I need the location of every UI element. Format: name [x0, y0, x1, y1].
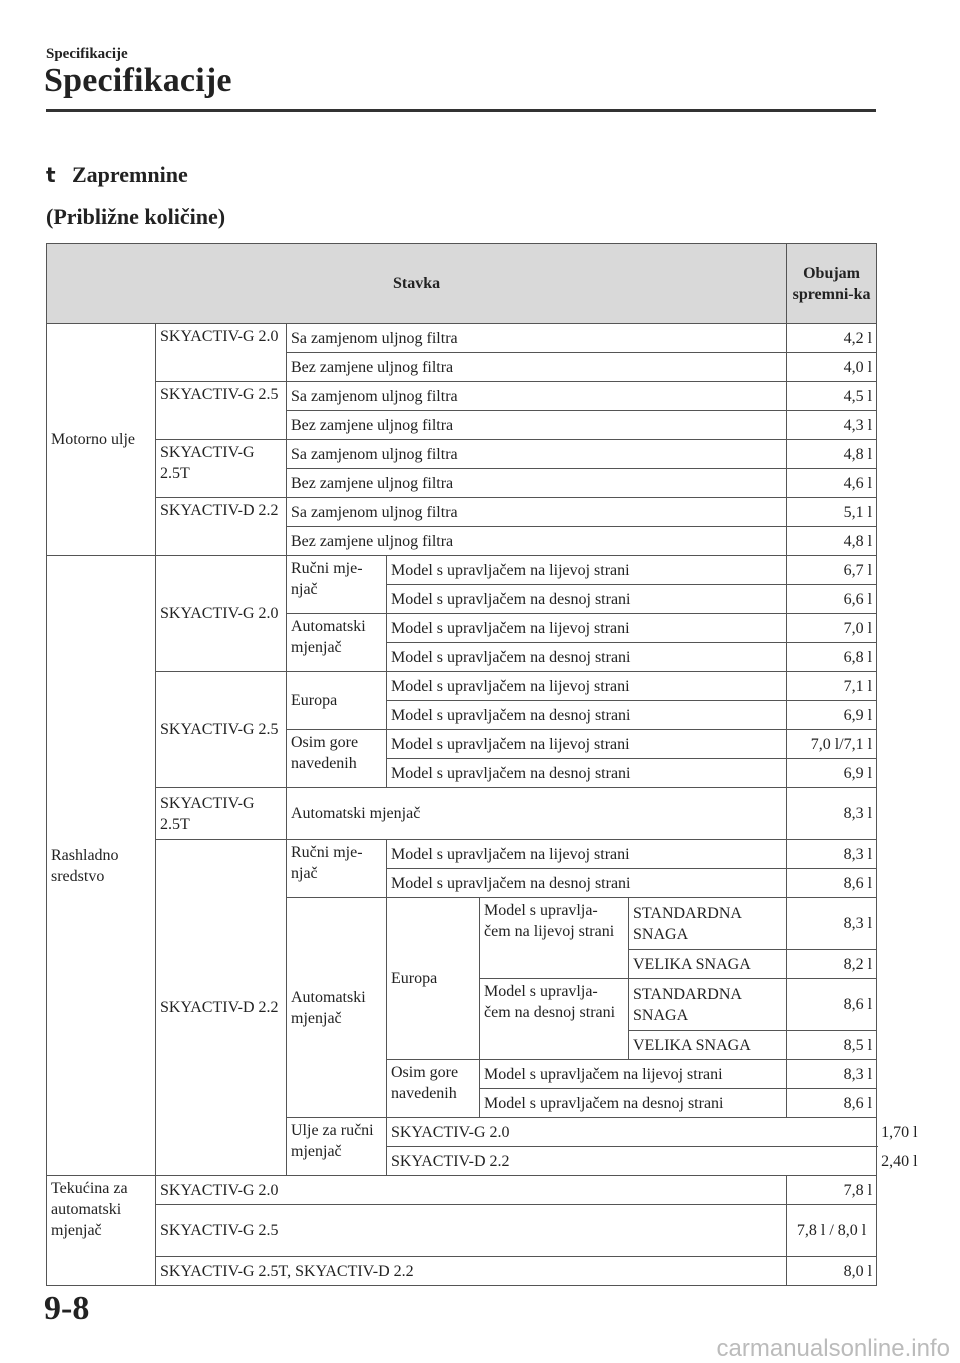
cell-volume: 8,5 l [787, 1031, 877, 1060]
cell-market: Europa [287, 672, 387, 730]
watermark: carmanualsonline.info [716, 1335, 950, 1362]
cell-volume: 8,0 l [787, 1257, 877, 1286]
cell-desc: Model s upravljačem na lijevoj strani [387, 556, 787, 585]
cell-volume: 8,6 l [787, 1089, 877, 1118]
cell-volume: 4,2 l [787, 324, 877, 353]
table-row: Ulje za ručni mjenjač SKYACTIV-G 2.0 1,70 l [47, 1118, 877, 1147]
table-row [47, 672, 877, 701]
cell-desc: Sa zamjenom uljnog filtra [287, 324, 787, 353]
cell-power: STANDARDNA SNAGA [629, 898, 787, 950]
header-volume: Obujam spremni-ka [787, 244, 877, 324]
cell-desc: Bez zamjene uljnog filtra [287, 469, 787, 498]
cell-desc: Model s upravljačem na lijevoj strani [480, 1060, 787, 1089]
table-row [47, 382, 877, 411]
capacity-table [46, 243, 918, 1286]
cell-desc: SKYACTIV-G 2.0 [387, 1118, 877, 1147]
table-row [47, 1257, 877, 1286]
cell-engine: SKYACTIV-G 2.0 [156, 324, 287, 382]
cell-transmission: Ručni mje-njač [287, 556, 387, 614]
cell-transmission: Automatski mjenjač [287, 898, 387, 1118]
cell-desc: Bez zamjene uljnog filtra [287, 527, 787, 556]
cell-transmission: Automatski mjenjač [287, 614, 387, 672]
cell-volume: 7,8 l [787, 1176, 877, 1205]
cell-volume: 8,6 l [787, 979, 877, 1031]
cell-volume: 6,9 l [787, 701, 877, 730]
table-row [47, 840, 877, 869]
cell-volume: 7,8 l / 8,0 l [787, 1205, 877, 1257]
cell-desc: Automatski mjenjač [287, 788, 787, 840]
cell-volume: 4,8 l [787, 527, 877, 556]
cell-volume: 4,5 l [787, 382, 877, 411]
table-row [47, 324, 877, 353]
cell-category: Rashladno sredstvo [47, 556, 156, 1176]
cell-desc: Bez zamjene uljnog filtra [287, 411, 787, 440]
cell-power: VELIKA SNAGA [629, 1031, 787, 1060]
cell-engine: SKYACTIV-G 2.5T [156, 788, 287, 840]
table-header-row [47, 244, 877, 324]
table-row [47, 556, 877, 585]
cell-volume: 7,0 l/7,1 l [787, 730, 877, 759]
cell-volume: 8,6 l [787, 869, 877, 898]
cell-category: Tekućina za automatski mjenjač [47, 1176, 156, 1286]
cell-power: STANDARDNA SNAGA [629, 979, 787, 1031]
cell-category: Motorno ulje [47, 324, 156, 556]
cell-desc: SKYACTIV-G 2.5T, SKYACTIV-D 2.2 [156, 1257, 787, 1286]
cell-desc: Model s upravljačem na desnoj strani [387, 643, 787, 672]
cell-volume: 8,3 l [787, 1060, 877, 1089]
cell-desc: SKYACTIV-G 2.0 [156, 1176, 787, 1205]
table-row [47, 1176, 877, 1205]
cell-power: VELIKA SNAGA [629, 950, 787, 979]
table-row [47, 1205, 877, 1257]
cell-engine: SKYACTIV-D 2.2 [156, 840, 287, 1176]
cell-desc: Model s upravljačem na lijevoj strani [387, 840, 787, 869]
header-item: Stavka [47, 244, 787, 324]
cell-volume: 5,1 l [787, 498, 877, 527]
cell-desc: Sa zamjenom uljnog filtra [287, 382, 787, 411]
section-subheading: (Približne količine) [46, 204, 226, 229]
cell-desc: Sa zamjenom uljnog filtra [287, 498, 787, 527]
cell-volume: 8,3 l [787, 898, 877, 950]
breadcrumb: Specifikacije [46, 46, 128, 62]
cell-volume: 8,3 l [787, 788, 877, 840]
cell-desc: Model s upravljačem na desnoj strani [387, 869, 787, 898]
cell-engine: SKYACTIV-G 2.5 [156, 672, 287, 788]
cell-desc: Bez zamjene uljnog filtra [287, 353, 787, 382]
cell-volume: 4,8 l [787, 440, 877, 469]
cell-volume: 6,7 l [787, 556, 877, 585]
section-heading-text: Zapremnine [72, 162, 188, 187]
cell-volume: 4,6 l [787, 469, 877, 498]
page-title: Specifikacije [44, 62, 232, 99]
cell-desc: Model s upravljačem na lijevoj strani [387, 672, 787, 701]
cell-market: Europa [387, 898, 480, 1060]
table-row: SKYACTIV-D 2.2 2,40 l [47, 1147, 877, 1176]
section-heading [46, 162, 188, 188]
table-row [47, 788, 877, 840]
cell-market: Osim gore navedenih [387, 1060, 480, 1118]
cell-market: Osim gore navedenih [287, 730, 387, 788]
cell-desc: Model s upravljačem na desnoj strani [387, 759, 787, 788]
cell-engine: SKYACTIV-D 2.2 [156, 498, 287, 556]
cell-desc: Model s upravljačem na desnoj strani [387, 701, 787, 730]
cell-volume: 7,0 l [787, 614, 877, 643]
cell-volume: 7,1 l [787, 672, 877, 701]
cell-volume: 4,3 l [787, 411, 877, 440]
cell-desc: Model s upravljačem na lijevoj strani [387, 730, 787, 759]
cell-volume: 6,8 l [787, 643, 877, 672]
cell-volume: 8,3 l [787, 840, 877, 869]
cell-engine: SKYACTIV-G 2.0 [156, 556, 287, 672]
cell-volume: 6,6 l [787, 585, 877, 614]
section-bullet-icon: t [46, 163, 56, 187]
cell-engine: SKYACTIV-G 2.5T [156, 440, 287, 498]
cell-volume: 8,2 l [787, 950, 877, 979]
table-row [47, 498, 877, 527]
cell-desc: SKYACTIV-G 2.5 [156, 1205, 787, 1257]
cell-volume: 6,9 l [787, 759, 877, 788]
cell-desc: Model s upravljačem na desnoj strani [387, 585, 787, 614]
cell-steering: Model s upravlja-čem na desnoj strani [480, 979, 629, 1060]
header-rule [46, 109, 876, 112]
cell-transmission: Ručni mje-njač [287, 840, 387, 898]
cell-steering: Model s upravlja-čem na lijevoj strani [480, 898, 629, 979]
cell-engine: SKYACTIV-G 2.5 [156, 382, 287, 440]
cell-volume: 4,0 l [787, 353, 877, 382]
table-row [47, 440, 877, 469]
cell-desc: Model s upravljačem na lijevoj strani [387, 614, 787, 643]
cell-category: Ulje za ručni mjenjač [287, 1118, 387, 1176]
cell-desc: Model s upravljačem na desnoj strani [480, 1089, 787, 1118]
cell-desc: SKYACTIV-D 2.2 [387, 1147, 877, 1176]
cell-desc: Sa zamjenom uljnog filtra [287, 440, 787, 469]
page-number: 9-8 [44, 1290, 90, 1327]
